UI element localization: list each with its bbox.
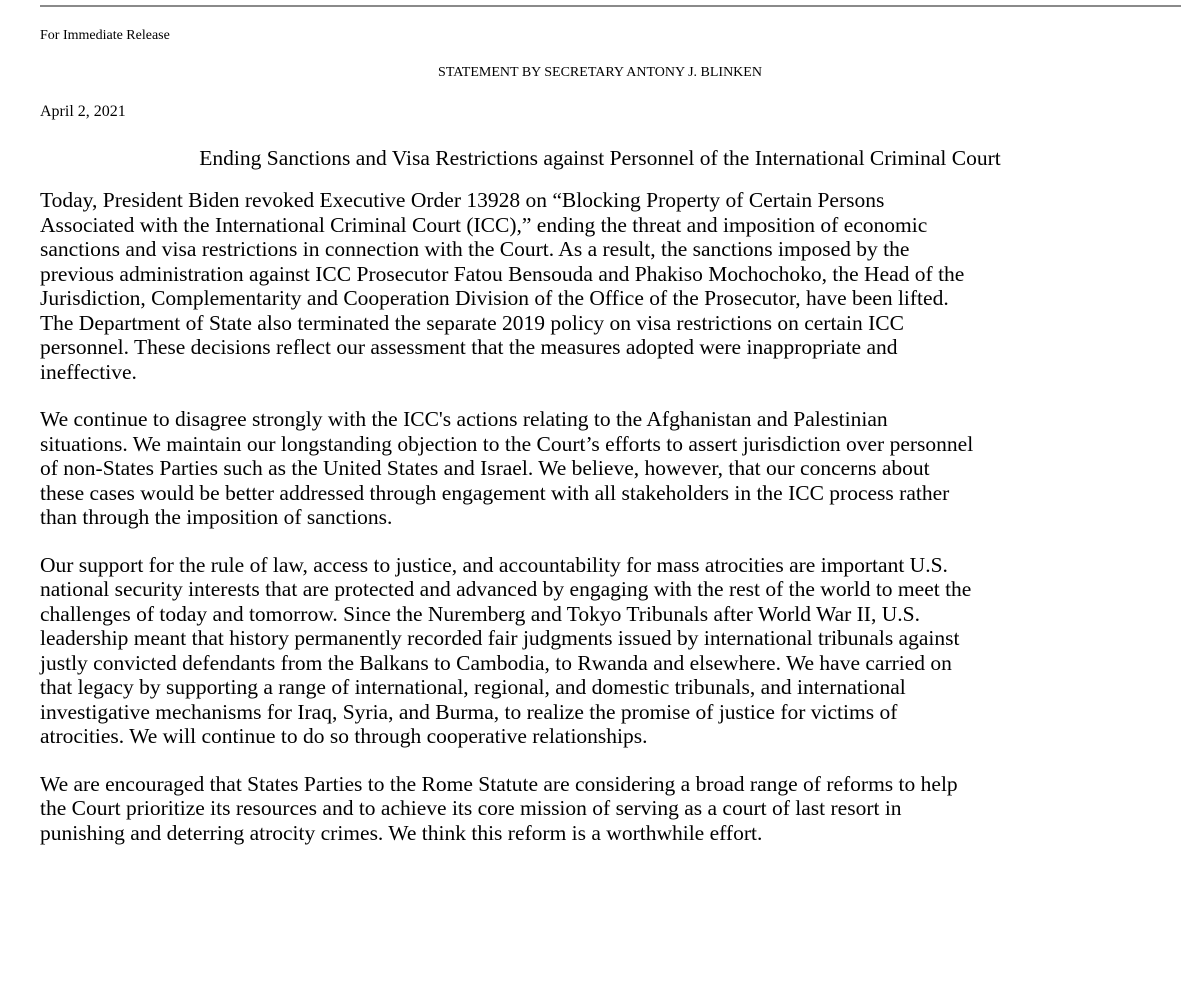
paragraph-2: We continue to disagree strongly with the ICC's actions relating to the Afghanistan and Palestinian situations. We maintain our longstanding objection to the Court’s efforts to assert jurisdiction over personnel of non-States Parties such as the United States and Israel. We believe, however, that our concerns about these cases would be better addressed through engagement with all stakeholders in the ICC process rather than through the imposition of sanctions. <box>40 407 974 529</box>
statement-body <box>40 188 1190 868</box>
statement-byline: STATEMENT BY SECRETARY ANTONY J. BLINKEN <box>438 65 762 80</box>
release-label: For Immediate Release <box>40 28 170 43</box>
paragraph-3: Our support for the rule of law, access to justice, and accountability for mass atrocities are important U.S. national security interests that are protected and advanced by engaging with the rest of the world to meet the challenges of today and tomorrow. Since the Nuremberg and Tokyo Tribunals after World War II, U.S. leadership meant that history permanently recorded fair judgments issued by international tribunals against justly convicted defendants from the Balkans to Cambodia, to Rwanda and elsewhere. We have carried on that legacy by supporting a range of international, regional, and domestic tribunals, and international investigative mechanisms for Iraq, Syria, and Burma, to realize the promise of justice for victims of atrocities. We will continue to do so through cooperative relationships. <box>40 552 972 748</box>
statement-date: April 2, 2021 <box>40 103 126 120</box>
paragraph-4: We are encouraged that States Parties to the Rome Statute are considering a broad range of reforms to help the Court prioritize its resources and to achieve its core mission of serving as a court of last resort in punishing and deterring atrocity crimes. We think this reform is a worthwhile effort. <box>40 771 958 845</box>
top-divider <box>40 5 1181 7</box>
paragraph-1: Today, President Biden revoked Executive Order 13928 on “Blocking Property of Certain Persons Associated with the International Criminal Court (ICC),” ending the threat and imposition of economic sanctions and visa restrictions in connection with the Court. As a result, the sanctions imposed by the previous administration against ICC Prosecutor Fatou Bensouda and Phakiso Mochochoko, the Head of the Jurisdiction, Complementarity and Cooperation Division of the Office of the Prosecutor, have been lifted. The Department of State also terminated the separate 2019 policy on visa restrictions on certain ICC personnel. These decisions reflect our assessment that the measures adopted were inappropriate and ineffective. <box>40 188 965 384</box>
document-title: Ending Sanctions and Visa Restrictions against Personnel of the International Criminal Court <box>199 146 1001 170</box>
